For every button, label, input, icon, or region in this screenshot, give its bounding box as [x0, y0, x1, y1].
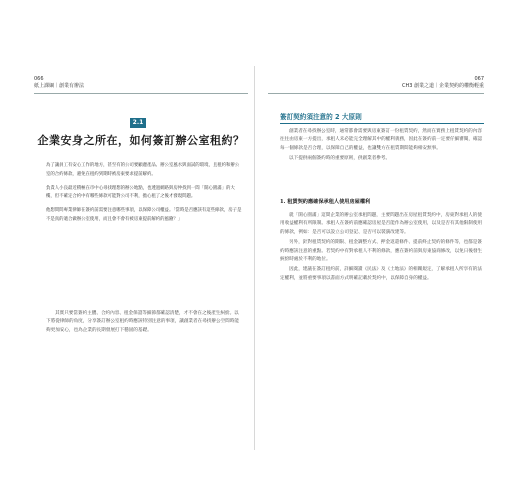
case-paragraph: 他想問問專業律師在簽約前需要注意哪些事項，以保障公司權益。「當時是否應該有這些條款，房子是不是真的適合做辦公室使用，而且會不會有被房東提前解約的風險？」 [46, 208, 242, 222]
body-paragraph: 就「開心園滿」這間企業的辦公室承租問題，主要問題出在房屋租賃契約中，房東對承租人的使用收益權利有所限制。承租人在簽約前應確認房屋是否能作為辦公室使用，以及是否有其他限制使用的條款，例如：是否可以設立公司登記、是否可以裝潢改建等。 [280, 213, 483, 235]
left-header-rule [34, 93, 248, 94]
right-running-head: CH3 創業之道｜企業契約的權衡輕重 [401, 83, 484, 89]
left-page-number: 066 [34, 76, 44, 82]
left-body-text [46, 310, 242, 337]
right-folio [402, 76, 484, 90]
case-paragraph: 負責人小良最近積極在市中心尋找理想的辦公地點，也透過網路與房仲找到一間「開心園滿」的大樓，但不確定合約中有哪些條款可能對公司不利，擔心租了之後才發現問題。 [46, 185, 235, 200]
left-page [26, 66, 255, 450]
section-number-badge: 2.1 [130, 118, 146, 128]
chapter-title: 企業安身之所在，如何簽訂辦公室租約？ [37, 134, 245, 147]
left-running-head: 紙上課綱｜創業有辦法 [34, 83, 85, 89]
right-page [262, 66, 490, 450]
body-paragraph: 因此，建議在簽訂租約前，詳細閱讀《民法》及《土地法》的相關規定，了解承租人所享有的法定權利，並將重要事項以書面方式明確記載於契約中，以保障自身的權益。 [280, 267, 482, 281]
body-paragraph: 其實只要當簽約主體、合約內容、租金保證等細節都確認清楚，才不會在之後產生糾紛。以下將從律師的角度，分享簽訂辦公室租約時應該特別注意的事項，讓創業者在尋找辦公空間時能夠更加安心，也為企業的長期發展打下穩固的基礎。 [46, 311, 239, 333]
book-spread [26, 66, 494, 450]
left-folio [34, 76, 84, 90]
case-paragraph: 為了讓員工有安心工作的地方，甚至有的公司要顧慮產品、辦公室風水與面試的環境，且租約和辦公室的合約條款，避免在租約到期時被房東要求提前解約。 [46, 163, 240, 177]
section-heading-rule [280, 123, 484, 124]
sub-heading: 1. 租賃契約應確保承租人使用房屋權利 [280, 199, 371, 205]
body-paragraph: 創業者在尋找辦公室時，通常都會需要與房東簽訂一份租賃契約，然而在實務上租賃契約的內容往往由房東一方提出，承租人未必能完全理解其中的權利義務，因此在簽約前一定要仔細審閱，確認每一個條款是否合理，以保障自己的權益，也讓雙方在租賃期間能夠相安無事。 [280, 129, 483, 151]
intro-text [280, 128, 484, 166]
section-heading: 簽訂契約須注意的 2 大原則 [280, 113, 362, 121]
right-body-text [280, 212, 484, 285]
body-paragraph: 以下提供兩個簽約時的重要原則，供創業者參考。 [289, 156, 391, 162]
case-story [46, 162, 242, 298]
right-header-rule [268, 93, 484, 94]
right-page-number: 067 [474, 76, 484, 82]
body-paragraph: 另外，針對租賃契約的期限、租金調整方式、押金返還條件、提前終止契約的條件等，也都是簽約時應該注意的重點。若契約中有對承租人不利的條款，應在簽約前與房東協商修改，以免日後發生糾紛時處於不利的地位。 [280, 240, 483, 263]
